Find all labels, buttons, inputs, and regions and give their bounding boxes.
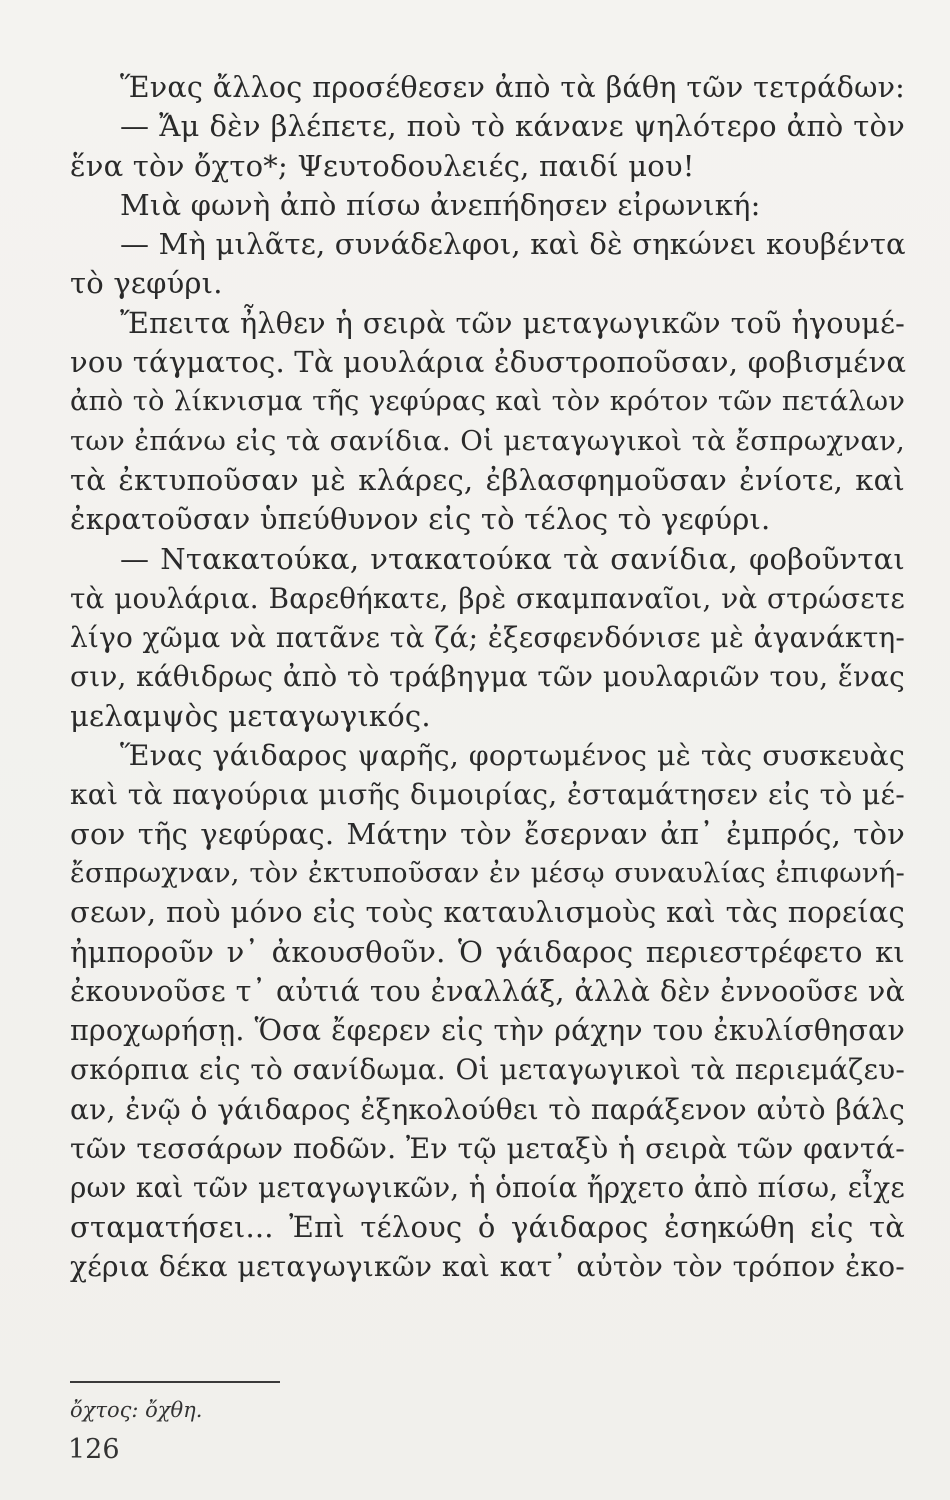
- text-line: σιν, κάθιδρως ἀπὸ τὸ τράβηγμα τῶν μουλαριῶν του, ἕνας: [70, 660, 905, 694]
- text-line: σεων, ποὺ μόνο εἰς τοὺς καταυλισμοὺς καὶ τὰς πορείας: [70, 895, 905, 930]
- text-line: ἔσπρωχναν, τὸν ἐκτυποῦσαν ἐν μέσῳ συναυλίας ἐπιφωνή-: [70, 856, 905, 889]
- text-line: ἠμποροῦν ν᾽ ἀκουσθοῦν. Ὁ γάιδαρος περιεστρέφετο κι: [70, 934, 905, 969]
- text-line: των ἐπάνω εἰς τὰ σανίδια. Οἱ μεταγωγικοὶ τὰ ἔσπρωχναν,: [70, 424, 905, 457]
- text-line: — Ντακατούκα, ντακατούκα τὰ σανίδια, φοβοῦνται: [120, 541, 905, 576]
- text-line: μελαμψὸς μεταγωγικός.: [70, 698, 431, 733]
- text-line: ἐκουνοῦσε τ᾽ αὐτιά του ἐναλλάξ, ἀλλὰ δὲν ἐννοοῦσε νὰ: [70, 973, 905, 1008]
- text-line: νου τάγματος. Τὰ μουλάρια ἐδυστροποῦσαν, φοβισμένα: [70, 345, 907, 380]
- text-line: Ἕνας ἄλλος προσέθεσεν ἀπὸ τὰ βάθη τῶν τετράδων:: [120, 70, 905, 104]
- text-line: ρων καὶ τῶν μεταγωγικῶν, ἡ ὁποία ἤρχετο ἀπὸ πίσω, εἶχε: [70, 1171, 905, 1205]
- text-line: χέρια δέκα μεταγωγικῶν καὶ κατ᾽ αὐτὸν τὸν τρόπον ἐκο-: [70, 1249, 905, 1283]
- text-line: σταματήσει... Ἐπὶ τέλους ὁ γάιδαρος ἐσηκώθη εἰς τὰ: [70, 1209, 905, 1244]
- text-line: τὸ γεφύρι.: [70, 266, 223, 301]
- footnote-divider: [70, 1381, 280, 1383]
- text-line: σον τῆς γεφύρας. Μάτην τὸν ἔσερναν ἀπ᾽ ἐμπρός, τὸν: [70, 816, 905, 851]
- text-line: Ἔπειτα ἦλθεν ἡ σειρὰ τῶν μεταγωγικῶν τοῦ ἡγουμέ-: [120, 305, 905, 340]
- text-line: — Ἄμ δὲν βλέπετε, ποὺ τὸ κάνανε ψηλότερο ἀπὸ τὸν: [120, 109, 905, 144]
- footnote: ὄχτος: ὄχθη.: [70, 1398, 203, 1422]
- text-line: σκόρπια εἰς τὸ σανίδωμα. Οἱ μεταγωγικοὶ τὰ περιεμάζευ-: [70, 1053, 905, 1087]
- page-number: 126: [68, 1434, 120, 1465]
- text-line: καὶ τὰ παγούρια μισῆς διμοιρίας, ἐσταμάτησεν εἰς τὸ μέ-: [70, 778, 905, 812]
- text-line: ἐκρατοῦσαν ὑπεύθυνον εἰς τὸ τέλος τὸ γεφύρι.: [70, 502, 771, 537]
- text-line: προχωρήσῃ. Ὅσα ἔφερεν εἰς τὴν ράχην του ἐκυλίσθησαν: [70, 1014, 905, 1048]
- text-line: ἕνα τὸν ὄχτο*; Ψευτοδουλειές, παιδί μου!: [70, 148, 695, 183]
- text-line: λίγο χῶμα νὰ πατᾶνε τὰ ζά; ἐξεσφενδόνισε μὲ ἀγανάκτη-: [70, 621, 905, 655]
- text-line: αν, ἐνῷ ὁ γάιδαρος ἐξηκολούθει τὸ παράξενον αὐτὸ βάλς: [70, 1092, 905, 1126]
- text-line: Μιὰ φωνὴ ἀπὸ πίσω ἀνεπήδησεν εἰρωνική:: [120, 187, 761, 222]
- text-line: — Μὴ μιλᾶτε, συνάδελφοι, καὶ δὲ σηκώνει κουβέντα: [120, 227, 906, 262]
- text-line: ἀπὸ τὸ λίκνισμα τῆς γεφύρας καὶ τὸν κρότον τῶν πετάλων: [70, 386, 905, 418]
- text-line: τῶν τεσσάρων ποδῶν. Ἐν τῷ μεταξὺ ἡ σειρὰ τῶν φαντά-: [70, 1132, 905, 1166]
- text-line: τὰ μουλάρια. Βαρεθήκατε, βρὲ σκαμπαναῖοι, νὰ στρώσετε: [70, 581, 905, 615]
- text-line: Ἕνας γάιδαρος ψαρῆς, φορτωμένος μὲ τὰς συσκευὰς: [120, 739, 905, 773]
- text-line: τὰ ἐκτυποῦσαν μὲ κλάρες, ἐβλασφημοῦσαν ἐνίοτε, καὶ: [70, 462, 905, 497]
- body-text: [70, 68, 905, 1286]
